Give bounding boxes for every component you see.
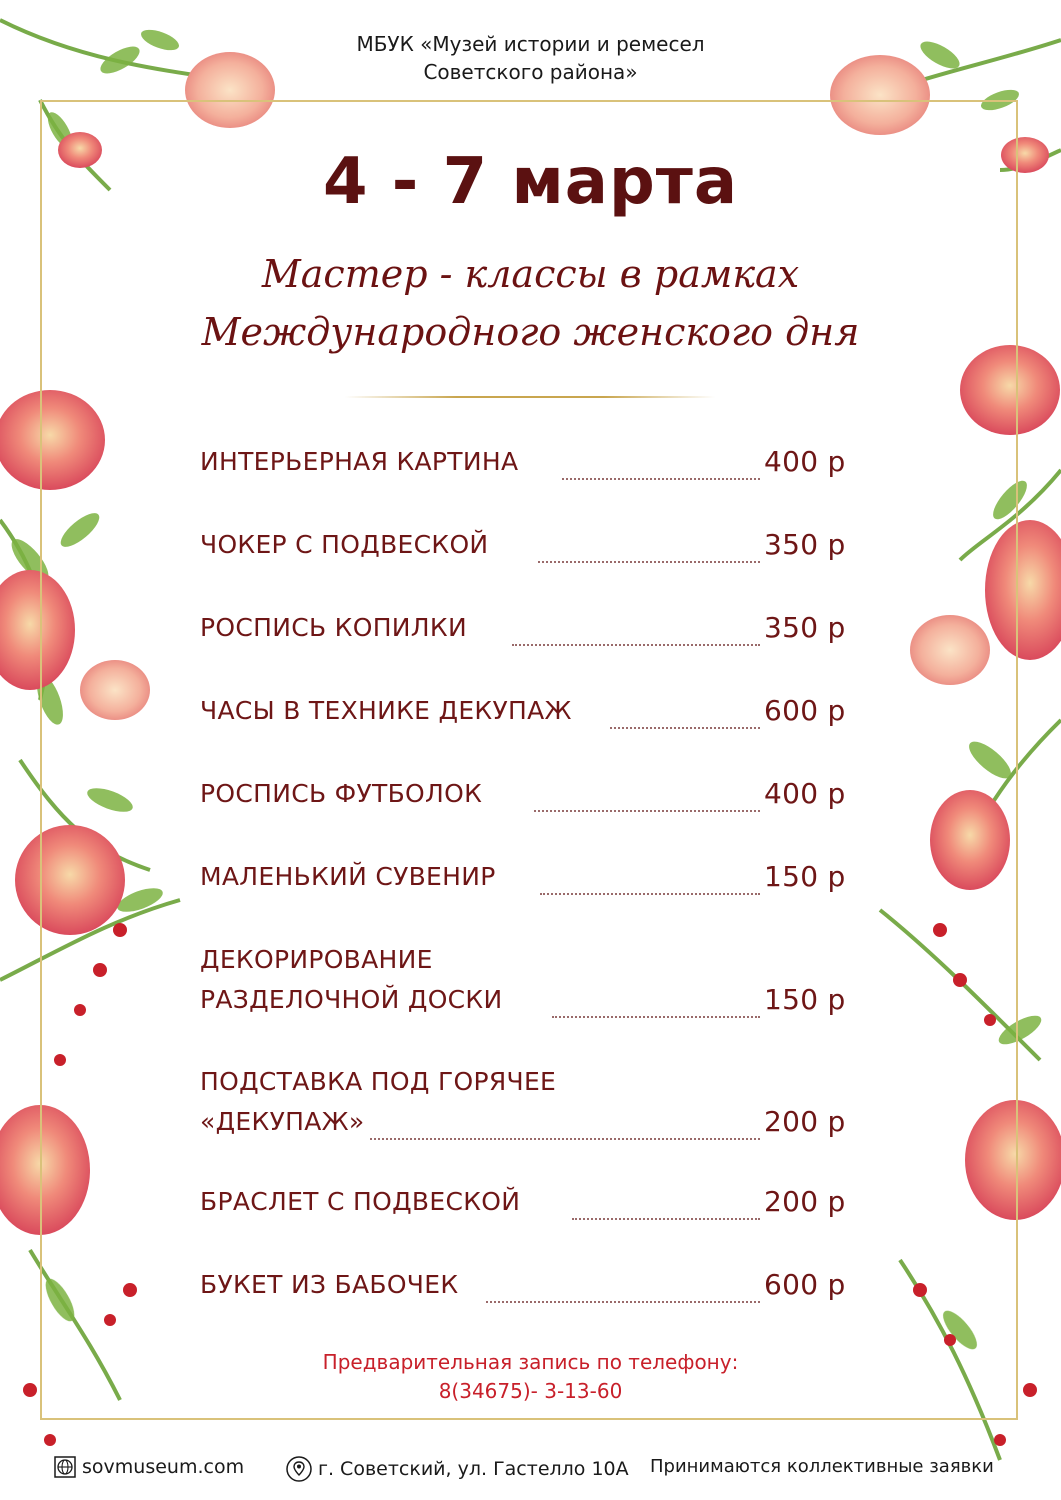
- subtitle-line-2: Международного женского дня: [201, 310, 860, 354]
- item-name: РАЗДЕЛОЧНОЙ ДОСКИ: [200, 985, 503, 1014]
- menu-item: [200, 774, 860, 814]
- org-line-1: МБУК «Музей истории и ремесел: [356, 32, 705, 56]
- item-price: 350 р: [764, 611, 846, 644]
- item-price: 350 р: [764, 528, 846, 561]
- address-block: [286, 1456, 629, 1482]
- item-price: 200 р: [764, 1105, 846, 1138]
- address-text: г. Советский, ул. Гастелло 10А: [318, 1458, 629, 1480]
- menu-item: [200, 940, 860, 1020]
- item-name: МАЛЕНЬКИЙ СУВЕНИР: [200, 862, 496, 891]
- item-name: ЧАСЫ В ТЕХНИКЕ ДЕКУПАЖ: [200, 696, 572, 725]
- website-block[interactable]: [54, 1456, 244, 1478]
- dot-leader: [370, 1138, 760, 1140]
- menu-item: [200, 1265, 860, 1305]
- item-price: 150 р: [764, 860, 846, 893]
- menu-item: [200, 608, 860, 648]
- menu-item: [200, 442, 860, 482]
- item-name-line-1: ДЕКОРИРОВАНИЕ: [200, 945, 433, 974]
- menu-item: [200, 691, 860, 731]
- location-pin-icon: [286, 1456, 312, 1482]
- globe-icon: [54, 1456, 76, 1478]
- dot-leader: [552, 1016, 760, 1018]
- dot-leader: [534, 810, 760, 812]
- dot-leader: [562, 478, 760, 480]
- item-name: ИНТЕРЬЕРНАЯ КАРТИНА: [200, 447, 519, 476]
- dot-leader: [610, 727, 760, 729]
- contact-info: [0, 1348, 1061, 1406]
- item-name: ЧОКЕР С ПОДВЕСКОЙ: [200, 530, 489, 559]
- item-price: 600 р: [764, 694, 846, 727]
- contact-label: Предварительная запись по телефону:: [322, 1350, 739, 1374]
- dot-leader: [540, 893, 760, 895]
- item-price: 400 р: [764, 445, 846, 478]
- menu-item: [200, 1062, 860, 1142]
- item-name: РОСПИСЬ ФУТБОЛОК: [200, 779, 483, 808]
- collective-note-text: Принимаются коллективные заявки: [650, 1456, 994, 1477]
- footer: [0, 1450, 1061, 1486]
- organization-name: [0, 30, 1061, 86]
- item-price: 600 р: [764, 1268, 846, 1301]
- item-name: БУКЕТ ИЗ БАБОЧЕК: [200, 1270, 459, 1299]
- item-price: 400 р: [764, 777, 846, 810]
- item-name: БРАСЛЕТ С ПОДВЕСКОЙ: [200, 1187, 521, 1216]
- menu-item: [200, 525, 860, 565]
- dot-leader: [512, 644, 760, 646]
- item-price: 150 р: [764, 983, 846, 1016]
- org-line-2: Советского района»: [423, 60, 638, 84]
- item-name-line-1: ПОДСТАВКА ПОД ГОРЯЧЕЕ: [200, 1067, 557, 1096]
- event-subtitle: [0, 245, 1061, 361]
- subtitle-line-1: Мастер - классы в рамках: [261, 252, 800, 296]
- dot-leader: [486, 1301, 760, 1303]
- item-price: 200 р: [764, 1185, 846, 1218]
- collective-note: [650, 1456, 994, 1477]
- dot-leader: [538, 561, 760, 563]
- menu-item: [200, 1182, 860, 1222]
- item-name: «ДЕКУПАЖ»: [200, 1107, 365, 1136]
- event-dates: 4 - 7 марта: [322, 145, 739, 219]
- website-link[interactable]: sovmuseum.com: [82, 1456, 245, 1478]
- divider: [345, 396, 715, 398]
- dot-leader: [572, 1218, 760, 1220]
- menu-item: [200, 857, 860, 897]
- phone-number: 8(34675)- 3-13-60: [438, 1379, 623, 1403]
- item-name: РОСПИСЬ КОПИЛКИ: [200, 613, 467, 642]
